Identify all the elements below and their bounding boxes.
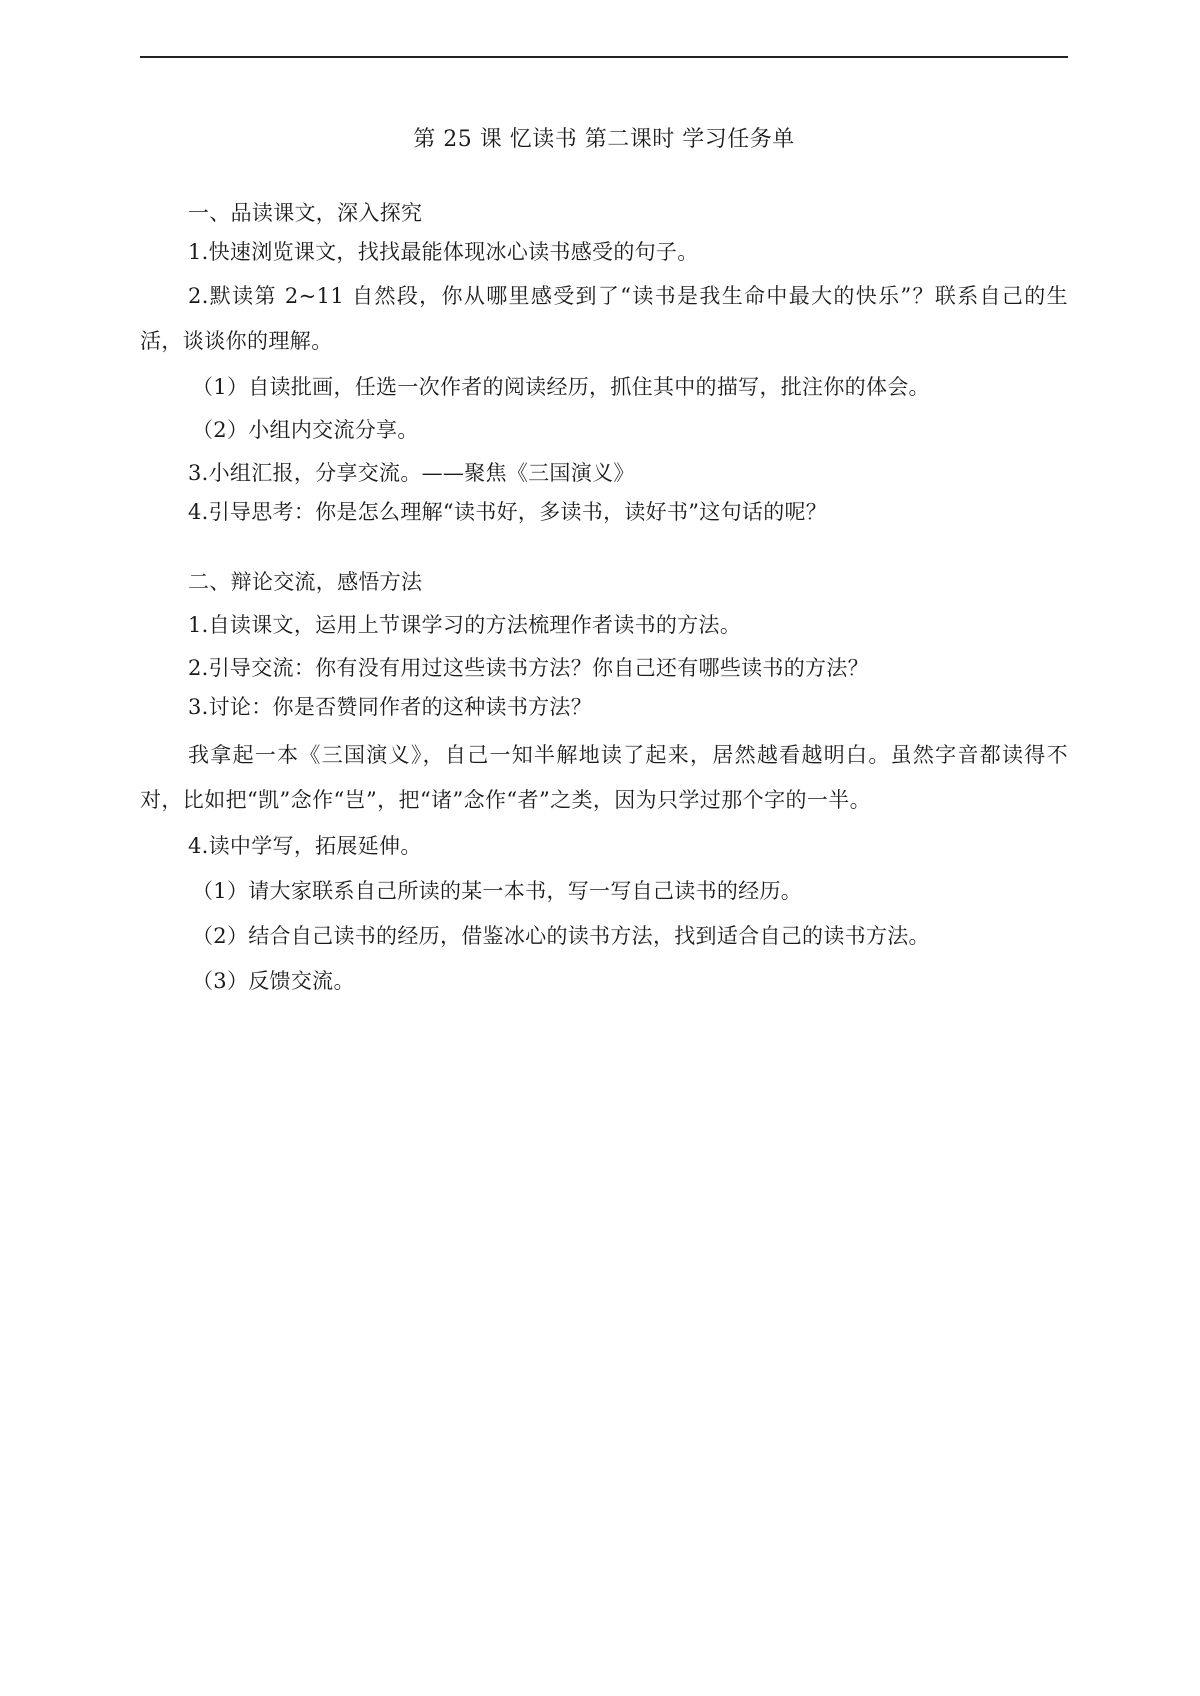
quoted-passage: 我拿起一本《三国演义》，自己一知半解地读了起来，居然越看越明白。虽然字音都读得不对，比如把“凯”念作“岂”，把“诸”念作“者”之类，因为只学过那个字的一半。: [140, 743, 1068, 812]
section2-sub-3: （3）反馈交流。: [192, 969, 355, 993]
section2-item-1: 1.自读课文，运用上节课学习的方法梳理作者读书的方法。: [188, 613, 742, 637]
section1-item-2: 2.默读第 2~11 自然段，你从哪里感受到了“读书是我生命中最大的快乐”？联系自己的生活，谈谈你的理解。: [140, 284, 1068, 353]
section1-item-4: 4.引导思考：你是怎么理解“读书好，多读书，读好书”这句话的呢？: [188, 500, 828, 524]
header-rule: [140, 56, 1068, 58]
section2-sub-1: （1）请大家联系自己所读的某一本书，写一写自己读书的经历。: [192, 879, 803, 903]
section1-sub-1: （1）自读批画，任选一次作者的阅读经历，抓住其中的描写，批注你的体会。: [192, 375, 930, 399]
section2-item-2: 2.引导交流：你有没有用过这些读书方法？你自己还有哪些读书的方法？: [188, 656, 869, 680]
section1-item-1: 1.快速浏览课文，找找最能体现冰心读书感受的句子。: [188, 240, 699, 264]
section2-sub-2: （2）结合自己读书的经历，借鉴冰心的读书方法，找到适合自己的读书方法。: [192, 924, 930, 948]
section1-sub-2: （2）小组内交流分享。: [192, 418, 419, 442]
section1-item-3: 3.小组汇报，分享交流。——聚焦《三国演义》: [188, 461, 635, 485]
section2-item-3: 3.讨论：你是否赞同作者的这种读书方法？: [188, 695, 593, 719]
document-body: [140, 194, 1068, 1001]
page-title: 第 25 课 忆读书 第二课时 学习任务单: [413, 127, 795, 152]
section1-heading: 一、品读课文，深入探究: [188, 201, 423, 225]
section-spacer: [140, 532, 1068, 559]
section2-item-4: 4.读中学写，拓展延伸。: [188, 834, 422, 858]
section2-heading: 二、辩论交流，感悟方法: [188, 570, 423, 594]
